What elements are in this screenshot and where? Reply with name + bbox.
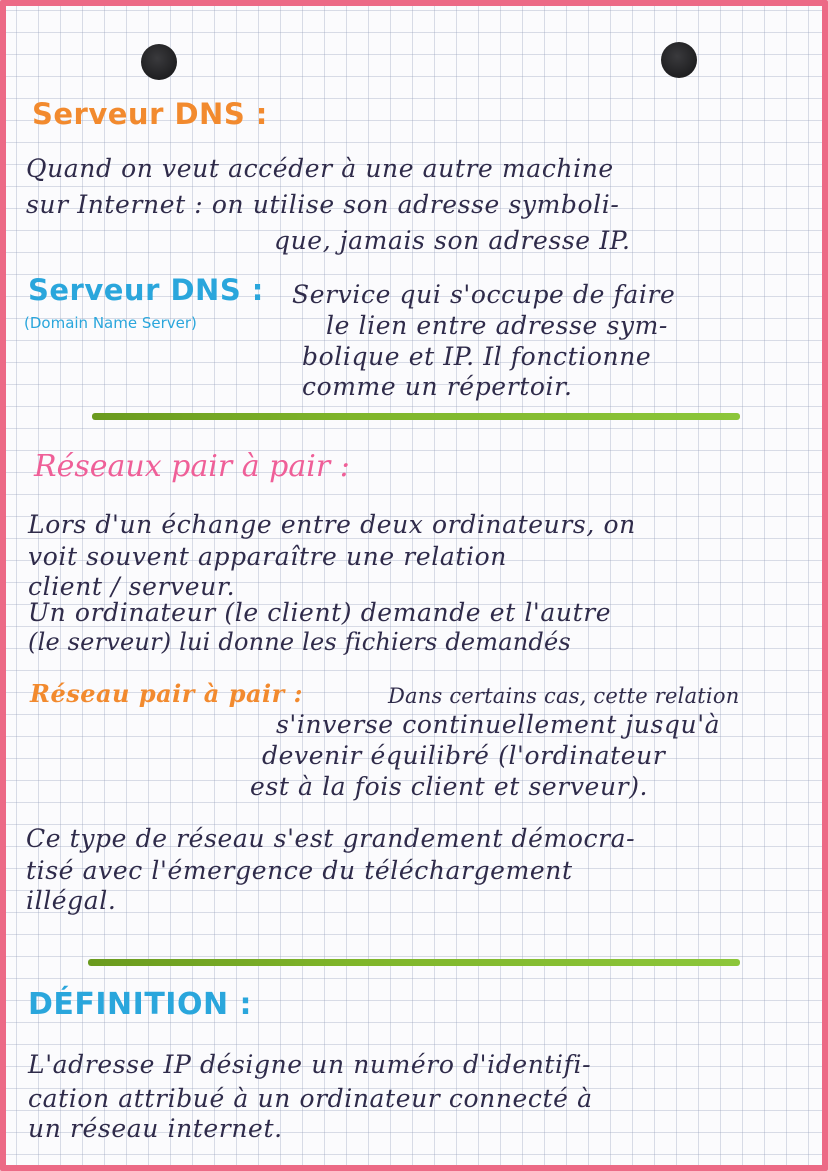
p2p-def-line-1: Dans certains cas, cette relation <box>388 684 740 708</box>
definition-line-3: un réseau internet. <box>28 1114 283 1143</box>
p2p-note-line-3: illégal. <box>26 886 117 915</box>
dns-intro-line-3: que, jamais son adresse IP. <box>274 226 631 255</box>
definition-line-2: cation attribué à un ordinateur connecté à <box>28 1084 593 1113</box>
p2p-note-line-2: tisé avec l'émergence du téléchargement <box>26 856 573 885</box>
dns-intro-line-1: Quand on veut accéder à une autre machine <box>26 154 614 183</box>
p2p-def-line-3: devenir équilibré (l'ordinateur <box>262 741 666 770</box>
p2p-line-1: Lors d'un échange entre deux ordinateurs, on <box>28 510 636 539</box>
p2p-def-line-4: est à la fois client et serveur). <box>250 772 649 801</box>
term-reseau-pair-a-pair: Réseau pair à pair : <box>30 679 304 708</box>
heading-serveur-dns: Serveur DNS : <box>32 97 268 131</box>
heading-reseaux-pair-a-pair: Réseaux pair à pair : <box>34 449 350 484</box>
punch-hole-left <box>141 44 177 80</box>
heading-definition: DÉFINITION : <box>28 987 252 1022</box>
p2p-def-line-2: s'inverse continuellement jusqu'à <box>276 710 721 739</box>
term-note-domain-name-server: (Domain Name Server) <box>24 314 197 332</box>
divider-2 <box>88 959 740 966</box>
p2p-line-2: voit souvent apparaître une relation <box>28 542 507 571</box>
p2p-line-3: client / serveur. <box>28 572 236 601</box>
dns-def-line-1: Service qui s'occupe de faire <box>292 280 676 309</box>
dns-def-line-2: le lien entre adresse sym- <box>326 311 668 340</box>
dns-def-line-3: bolique et IP. Il fonctionne <box>302 342 652 371</box>
dns-intro-line-2: sur Internet : on utilise son adresse symboli- <box>26 190 620 219</box>
dns-def-line-4: comme un répertoir. <box>302 372 573 401</box>
p2p-line-4: Un ordinateur (le client) demande et l'autre <box>28 598 612 627</box>
p2p-note-line-1: Ce type de réseau s'est grandement démocra- <box>26 824 636 853</box>
definition-line-1: L'adresse IP désigne un numéro d'identifi- <box>28 1050 592 1079</box>
term-serveur-dns: Serveur DNS : <box>28 273 264 307</box>
punch-hole-right <box>661 42 697 78</box>
p2p-line-5: (le serveur) lui donne les fichiers demandés <box>28 628 571 656</box>
divider-1 <box>92 413 740 420</box>
